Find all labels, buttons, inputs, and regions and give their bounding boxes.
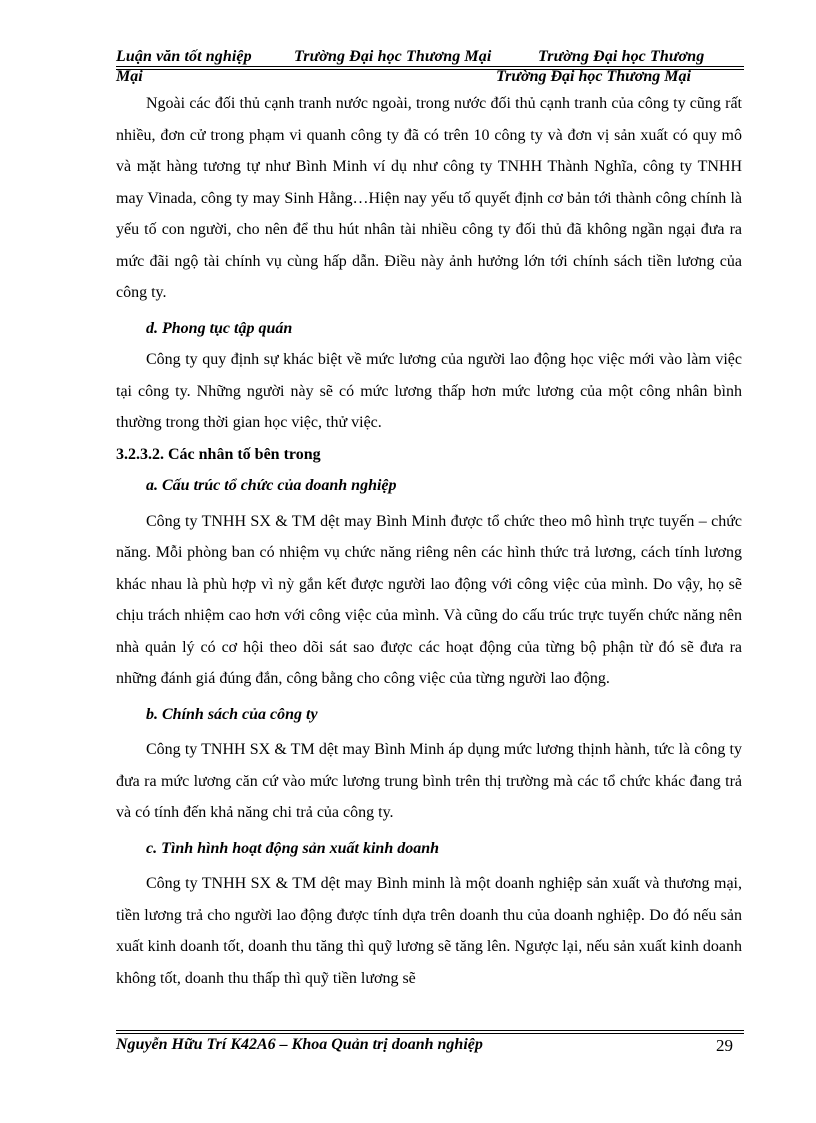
header-university-name-repeat: Trường Đại học Thương [538,48,705,65]
header-thesis-label: Luận văn tốt nghiệp [116,48,252,65]
header-university-name: Trường Đại học Thương Mại [294,48,492,65]
header-wrap-left: Mại [116,68,143,85]
paragraph-structure: Công ty TNHH SX & TM dệt may Bình Minh được tổ chức theo mô hình trực tuyến – chức năng. Mỗi phòng ban có nhiệm vụ chức năng riêng nên các hình thức trả lương, cách tính lương khác nhau là phù hợp vì nỳ gắn kết được người lao động với công việc của mình. Do vậy, họ sẽ chịu trách nhiệm cao hơn với công việc của mình. Và cũng do cấu trúc trực tuyến chức năng nên nhà quản lý có cơ hội theo dõi sát sao được các hoạt động của từng bộ phận từ đó sẽ đưa ra những đánh giá đúng đắn, công bằng cho công việc của từng người lao động. [116,512,742,687]
header-rule-thick-top [116,66,744,67]
paragraph-policy: Công ty TNHH SX & TM dệt may Bình Minh áp dụng mức lương thịnh hành, tức là công ty đưa ra mức lương căn cứ vào mức lương trung bình trên thị trường mà các tổ chức khác đang trả và có tính đến khả năng chi trả của công ty. [116,741,742,821]
document-body [116,88,742,994]
paragraph-business: Công ty TNHH SX & TM dệt may Bình minh là một doanh nghiệp sản xuất và thương mại, tiền lương trả cho người lao động được tính dựa trên doanh thu của doanh nghiệp. Do đó nếu sản xuất kinh doanh tốt, doanh thu tăng thì quỹ lương sẽ tăng lên. Ngược lại, nếu sản xuất kinh doanh không tốt, doanh thu thấp thì quỹ tiền lương sẽ [116,875,742,987]
header-wrap-right: Trường Đại học Thương Mại [496,68,691,85]
footer-rule-top [116,1030,744,1031]
footer-author: Nguyễn Hữu Trí K42A6 – Khoa Quản trị doanh nghiệp [116,1036,483,1053]
page-number: 29 [716,1036,733,1055]
section-heading-internal-factors: 3.2.3.2. Các nhân tố bên trong [116,445,321,463]
running-header-continued [116,68,744,88]
heading-a-structure: a. Cấu trúc tổ chức của doanh nghiệp [146,477,397,494]
footer-rule-bottom [116,1033,744,1034]
heading-d-customs: d. Phong tục tập quán [146,319,293,337]
heading-b-policy: b. Chính sách của công ty [146,705,318,723]
running-header [116,48,756,66]
heading-c-business: c. Tình hình hoạt động sản xuất kinh doanh [146,839,440,857]
paragraph-competitors: Ngoài các đối thủ cạnh tranh nước ngoài, trong nước đối thủ cạnh tranh của công ty cũng rất nhiều, đơn cử trong phạm vi quanh công ty đã có trên 10 công ty và đơn vị sản xuất có quy mô và mặt hàng tương tự như Bình Minh ví dụ như công ty TNHH Thành Nghĩa, công ty TNHH may Vinada, công ty may Sinh Hằng…Hiện nay yếu tố quyết định cơ bản tới thành công chính là yếu tố con người, cho nên để thu hút nhân tài nhiều công ty đối thủ đã không ngần ngại đưa ra mức đãi ngộ tài chính vụ cùng hấp dẫn. Điều này ảnh hưởng lớn tới chính sách tiền lương của công ty. [116,95,742,301]
paragraph-customs: Công ty quy định sự khác biệt về mức lương của người lao động học việc mới vào làm việc tại công ty. Những người này sẽ có mức lương thấp hơn mức lương của một công nhân bình thường trong thời gian học việc, thử việc. [116,351,742,431]
